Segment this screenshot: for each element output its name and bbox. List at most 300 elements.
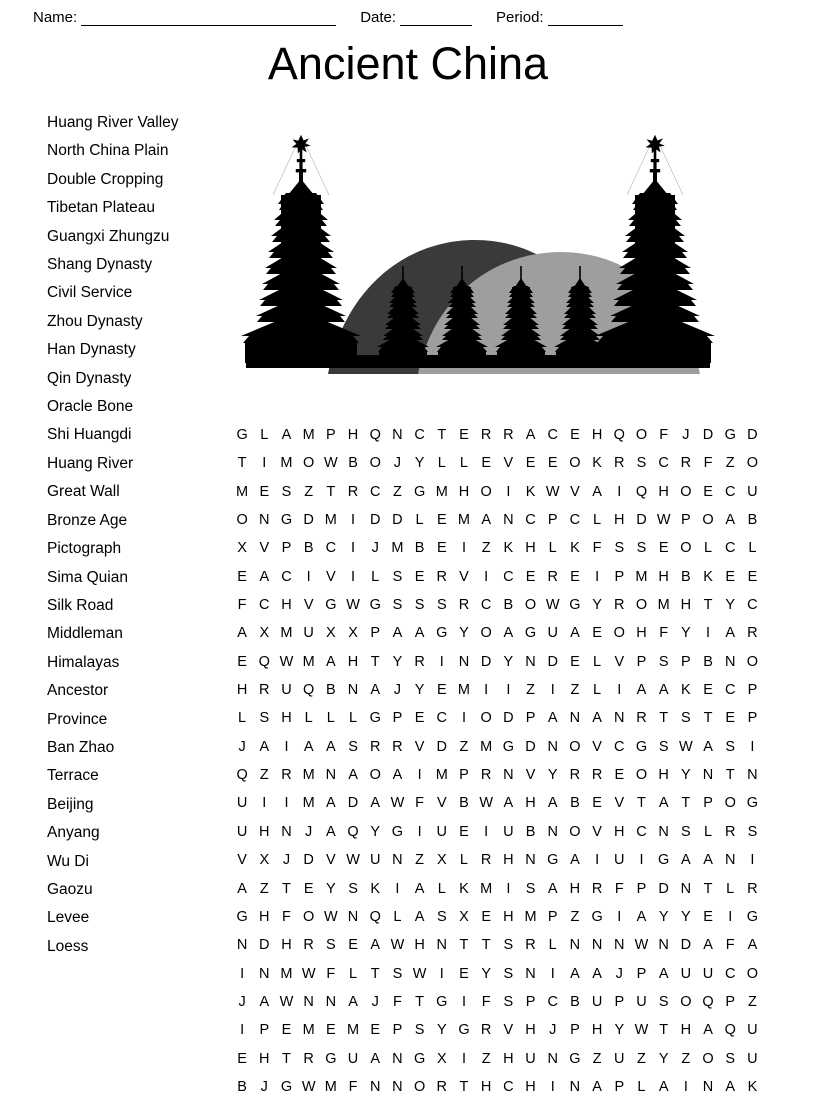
grid-cell[interactable]: L xyxy=(393,908,402,925)
grid-cell[interactable]: N xyxy=(436,937,448,954)
grid-cell[interactable]: J xyxy=(238,993,246,1010)
grid-cell[interactable]: P xyxy=(326,427,336,443)
grid-cell[interactable]: C xyxy=(569,512,581,529)
grid-cell[interactable]: N xyxy=(303,993,314,1010)
grid-cell[interactable]: N xyxy=(325,767,337,784)
grid-cell[interactable]: E xyxy=(459,427,469,443)
grid-cell[interactable]: N xyxy=(259,512,270,529)
grid-cell[interactable]: H xyxy=(591,427,603,443)
grid-cell[interactable]: G xyxy=(746,795,759,812)
grid-cell[interactable]: H xyxy=(458,483,470,500)
name-blank-line[interactable] xyxy=(81,12,336,26)
grid-cell[interactable]: J xyxy=(682,427,690,443)
grid-cell[interactable]: H xyxy=(525,795,536,812)
grid-cell[interactable]: U xyxy=(236,795,248,812)
word-search-grid[interactable] xyxy=(231,421,764,1101)
grid-cell[interactable]: G xyxy=(458,1022,470,1039)
grid-cell[interactable]: N xyxy=(569,710,581,727)
grid-cell[interactable]: T xyxy=(415,993,425,1010)
grid-cell[interactable]: I xyxy=(284,738,289,755)
grid-cell[interactable]: O xyxy=(702,512,714,529)
grid-cell[interactable]: D xyxy=(525,738,536,755)
grid-cell[interactable]: X xyxy=(436,852,447,869)
grid-cell[interactable]: U xyxy=(747,1022,758,1039)
grid-cell[interactable]: T xyxy=(703,597,713,614)
grid-cell[interactable]: P xyxy=(370,625,381,642)
grid-cell[interactable]: N xyxy=(547,738,558,755)
grid-cell[interactable]: K xyxy=(525,483,536,500)
grid-cell[interactable]: Y xyxy=(414,682,425,699)
grid-cell[interactable]: N xyxy=(591,937,603,954)
grid-cell[interactable]: I xyxy=(595,852,600,869)
grid-cell[interactable]: N xyxy=(392,1078,403,1095)
grid-cell[interactable]: O xyxy=(413,1078,426,1095)
grid-cell[interactable]: J xyxy=(282,852,291,869)
grid-cell[interactable]: O xyxy=(702,1050,714,1067)
grid-cell[interactable]: E xyxy=(658,540,669,557)
grid-cell[interactable]: R xyxy=(436,568,448,585)
grid-cell[interactable]: Z xyxy=(392,483,402,500)
grid-cell[interactable]: S xyxy=(725,1050,736,1067)
grid-cell[interactable]: N xyxy=(658,823,669,840)
grid-cell[interactable]: N xyxy=(724,852,736,869)
grid-cell[interactable]: G xyxy=(391,823,404,840)
grid-cell[interactable]: A xyxy=(681,852,691,869)
grid-cell[interactable]: G xyxy=(413,483,426,500)
grid-cell[interactable]: S xyxy=(281,483,292,500)
grid-cell[interactable]: S xyxy=(747,823,758,840)
grid-cell[interactable]: R xyxy=(547,568,558,585)
grid-cell[interactable]: L xyxy=(348,710,358,727)
grid-cell[interactable]: P xyxy=(725,993,736,1010)
grid-cell[interactable]: I xyxy=(550,682,555,699)
grid-cell[interactable]: O xyxy=(569,455,581,472)
grid-cell[interactable]: W xyxy=(279,993,294,1010)
grid-cell[interactable]: A xyxy=(326,795,336,812)
grid-cell[interactable]: P xyxy=(747,710,758,727)
grid-cell[interactable]: N xyxy=(236,937,248,954)
grid-cell[interactable]: W xyxy=(390,795,405,812)
grid-cell[interactable]: H xyxy=(503,852,514,869)
grid-cell[interactable]: A xyxy=(303,738,314,755)
grid-cell[interactable]: A xyxy=(592,710,602,727)
grid-cell[interactable]: R xyxy=(591,767,603,784)
grid-cell[interactable]: I xyxy=(351,540,356,557)
grid-cell[interactable]: H xyxy=(658,767,669,784)
grid-cell[interactable]: E xyxy=(481,908,491,925)
word-list-item[interactable]: Pictograph xyxy=(47,540,122,558)
grid-cell[interactable]: I xyxy=(439,965,444,982)
grid-cell[interactable]: N xyxy=(569,1078,581,1095)
grid-cell[interactable]: A xyxy=(348,993,358,1010)
grid-cell[interactable]: R xyxy=(724,823,736,840)
grid-cell[interactable]: H xyxy=(525,1078,536,1095)
grid-cell[interactable]: A xyxy=(547,710,558,727)
grid-cell[interactable]: N xyxy=(658,937,669,954)
grid-cell[interactable]: D xyxy=(680,937,692,954)
grid-cell[interactable]: A xyxy=(259,568,270,585)
grid-cell[interactable]: X xyxy=(436,1050,447,1067)
grid-cell[interactable]: N xyxy=(458,653,470,670)
grid-cell[interactable]: C xyxy=(436,710,448,727)
grid-cell[interactable]: U xyxy=(436,823,448,840)
grid-cell[interactable]: O xyxy=(613,625,625,642)
grid-cell[interactable]: A xyxy=(658,795,669,812)
grid-cell[interactable]: F xyxy=(592,540,602,557)
grid-cell[interactable]: G xyxy=(569,1050,581,1067)
grid-cell[interactable]: S xyxy=(681,710,691,727)
grid-cell[interactable]: B xyxy=(570,795,580,812)
grid-cell[interactable]: M xyxy=(280,965,293,982)
grid-cell[interactable]: E xyxy=(459,823,469,840)
grid-cell[interactable]: L xyxy=(371,568,380,585)
grid-cell[interactable]: I xyxy=(306,568,311,585)
grid-cell[interactable]: Q xyxy=(724,1022,736,1039)
grid-cell[interactable]: P xyxy=(614,993,625,1010)
grid-cell[interactable]: G xyxy=(547,852,559,869)
grid-cell[interactable]: P xyxy=(614,1078,625,1095)
word-list-item[interactable]: Silk Road xyxy=(47,596,114,614)
grid-cell[interactable]: A xyxy=(348,767,358,784)
word-list-item[interactable]: Middleman xyxy=(47,625,123,643)
grid-cell[interactable]: I xyxy=(351,512,356,529)
grid-cell[interactable]: D xyxy=(369,512,381,529)
grid-cell[interactable]: E xyxy=(237,1050,247,1067)
grid-cell[interactable]: M xyxy=(435,483,448,500)
grid-cell[interactable]: A xyxy=(703,738,713,755)
grid-cell[interactable]: H xyxy=(259,908,270,925)
grid-cell[interactable]: W xyxy=(679,738,693,755)
grid-cell[interactable]: H xyxy=(569,880,581,897)
grid-cell[interactable]: N xyxy=(281,823,292,840)
grid-cell[interactable]: A xyxy=(370,1050,381,1067)
grid-cell[interactable]: G xyxy=(369,710,381,727)
grid-cell[interactable]: Y xyxy=(481,965,491,982)
grid-cell[interactable]: D xyxy=(658,880,669,897)
grid-cell[interactable]: T xyxy=(237,455,247,472)
grid-cell[interactable]: Z xyxy=(681,1050,691,1067)
grid-cell[interactable]: L xyxy=(637,1078,646,1095)
grid-cell[interactable]: G xyxy=(569,597,581,614)
grid-cell[interactable]: H xyxy=(525,1022,536,1039)
grid-cell[interactable]: P xyxy=(614,568,625,585)
grid-cell[interactable]: I xyxy=(240,1022,245,1039)
grid-cell[interactable]: F xyxy=(282,908,291,925)
grid-cell[interactable]: E xyxy=(592,795,602,812)
grid-cell[interactable]: V xyxy=(503,1022,514,1039)
grid-cell[interactable]: L xyxy=(437,880,446,897)
grid-cell[interactable]: U xyxy=(591,993,603,1010)
grid-cell[interactable]: A xyxy=(414,880,425,897)
grid-cell[interactable]: C xyxy=(503,568,514,585)
grid-cell[interactable]: R xyxy=(747,625,758,642)
grid-cell[interactable]: K xyxy=(681,682,691,699)
grid-cell[interactable]: N xyxy=(569,937,581,954)
grid-cell[interactable]: Y xyxy=(658,1050,669,1067)
grid-cell[interactable]: R xyxy=(614,455,625,472)
word-list-item[interactable]: Tibetan Plateau xyxy=(47,199,156,217)
grid-cell[interactable]: A xyxy=(658,682,669,699)
grid-cell[interactable]: Q xyxy=(635,483,648,500)
word-list-item[interactable]: Levee xyxy=(47,909,90,927)
grid-cell[interactable]: G xyxy=(746,908,759,925)
grid-cell[interactable]: L xyxy=(548,540,557,557)
grid-cell[interactable]: N xyxy=(614,710,625,727)
grid-cell[interactable]: H xyxy=(658,483,669,500)
grid-cell[interactable]: I xyxy=(461,993,466,1010)
grid-cell[interactable]: M xyxy=(302,427,315,443)
grid-cell[interactable]: S xyxy=(636,455,647,472)
grid-cell[interactable]: S xyxy=(259,710,270,727)
grid-cell[interactable]: A xyxy=(636,908,647,925)
grid-cell[interactable]: I xyxy=(706,625,711,642)
grid-cell[interactable]: L xyxy=(548,937,557,954)
grid-cell[interactable]: V xyxy=(592,738,602,755)
grid-cell[interactable]: M xyxy=(480,880,493,897)
grid-cell[interactable]: K xyxy=(370,880,381,897)
grid-cell[interactable]: D xyxy=(480,653,492,670)
grid-cell[interactable]: U xyxy=(236,823,248,840)
grid-cell[interactable]: H xyxy=(414,937,425,954)
grid-cell[interactable]: C xyxy=(724,965,736,982)
grid-cell[interactable]: C xyxy=(747,597,758,614)
grid-cell[interactable]: A xyxy=(370,795,381,812)
grid-cell[interactable]: L xyxy=(726,880,735,897)
grid-cell[interactable]: O xyxy=(746,455,759,472)
grid-cell[interactable]: S xyxy=(725,738,736,755)
grid-cell[interactable]: H xyxy=(259,823,270,840)
grid-cell[interactable]: J xyxy=(393,455,402,472)
grid-cell[interactable]: C xyxy=(503,1078,514,1095)
grid-cell[interactable]: N xyxy=(702,767,714,784)
grid-cell[interactable]: O xyxy=(480,710,492,727)
grid-cell[interactable]: Y xyxy=(392,653,403,670)
grid-cell[interactable]: Y xyxy=(326,880,336,897)
grid-cell[interactable]: H xyxy=(259,1050,270,1067)
grid-cell[interactable]: D xyxy=(503,710,514,727)
grid-cell[interactable]: O xyxy=(680,483,692,500)
grid-cell[interactable]: I xyxy=(417,767,422,784)
grid-cell[interactable]: N xyxy=(614,937,625,954)
grid-cell[interactable]: K xyxy=(503,540,514,557)
grid-cell[interactable]: P xyxy=(281,540,292,557)
grid-cell[interactable]: I xyxy=(750,852,755,869)
word-list-item[interactable]: Wu Di xyxy=(47,852,89,870)
word-list-item[interactable]: Han Dynasty xyxy=(47,341,136,359)
grid-cell[interactable]: S xyxy=(414,1022,425,1039)
grid-cell[interactable]: K xyxy=(570,540,580,557)
grid-cell[interactable]: C xyxy=(281,568,292,585)
grid-cell[interactable]: E xyxy=(703,682,713,699)
word-list-item[interactable]: Province xyxy=(47,710,108,728)
grid-cell[interactable]: N xyxy=(347,682,359,699)
grid-cell[interactable]: H xyxy=(680,1022,692,1039)
grid-cell[interactable]: T xyxy=(459,937,469,954)
grid-cell[interactable]: X xyxy=(259,625,270,642)
grid-cell[interactable]: V xyxy=(303,597,314,614)
grid-cell[interactable]: S xyxy=(392,965,403,982)
grid-cell[interactable]: R xyxy=(525,937,536,954)
grid-cell[interactable]: C xyxy=(724,540,736,557)
grid-cell[interactable]: T xyxy=(459,1078,469,1095)
grid-cell[interactable]: P xyxy=(681,653,691,670)
grid-cell[interactable]: S xyxy=(658,653,669,670)
grid-cell[interactable]: Z xyxy=(259,880,269,897)
grid-cell[interactable]: P xyxy=(259,1022,270,1039)
grid-cell[interactable]: B xyxy=(414,540,425,557)
grid-cell[interactable]: I xyxy=(484,823,489,840)
grid-cell[interactable]: Z xyxy=(570,908,580,925)
grid-cell[interactable]: L xyxy=(437,455,446,472)
grid-cell[interactable]: T xyxy=(282,1050,291,1067)
grid-cell[interactable]: B xyxy=(747,512,758,529)
grid-cell[interactable]: N xyxy=(547,1050,558,1067)
grid-cell[interactable]: A xyxy=(703,852,713,869)
grid-cell[interactable]: V xyxy=(614,795,625,812)
grid-cell[interactable]: T xyxy=(282,880,291,897)
grid-cell[interactable]: W xyxy=(390,937,405,954)
grid-cell[interactable]: C xyxy=(480,597,492,614)
grid-cell[interactable]: J xyxy=(305,823,313,840)
grid-cell[interactable]: E xyxy=(281,1022,292,1039)
grid-cell[interactable]: G xyxy=(591,908,603,925)
grid-cell[interactable]: R xyxy=(458,597,470,614)
grid-cell[interactable]: X xyxy=(237,540,247,557)
grid-cell[interactable]: E xyxy=(326,1022,336,1039)
grid-cell[interactable]: A xyxy=(747,937,758,954)
grid-cell[interactable]: B xyxy=(570,993,580,1010)
grid-cell[interactable]: Z xyxy=(259,767,269,784)
grid-cell[interactable]: P xyxy=(459,767,469,784)
grid-cell[interactable]: E xyxy=(725,710,736,727)
grid-cell[interactable]: A xyxy=(259,738,270,755)
grid-cell[interactable]: Y xyxy=(414,455,425,472)
grid-cell[interactable]: I xyxy=(484,682,489,699)
grid-cell[interactable]: X xyxy=(348,625,358,642)
grid-cell[interactable]: C xyxy=(724,682,736,699)
grid-cell[interactable]: A xyxy=(725,1078,736,1095)
grid-cell[interactable]: I xyxy=(417,823,422,840)
grid-cell[interactable]: N xyxy=(325,993,337,1010)
grid-cell[interactable]: N xyxy=(259,965,270,982)
grid-cell[interactable]: D xyxy=(347,795,359,812)
grid-cell[interactable]: L xyxy=(459,852,468,869)
grid-cell[interactable]: Y xyxy=(725,597,736,614)
grid-cell[interactable]: G xyxy=(280,1078,293,1095)
grid-cell[interactable]: F xyxy=(348,1078,358,1095)
grid-cell[interactable]: P xyxy=(570,1022,580,1039)
grid-cell[interactable]: B xyxy=(326,682,336,699)
grid-cell[interactable]: Y xyxy=(503,653,514,670)
grid-cell[interactable]: P xyxy=(636,653,647,670)
grid-cell[interactable]: U xyxy=(747,483,758,500)
grid-cell[interactable]: G xyxy=(236,908,248,925)
grid-cell[interactable]: Z xyxy=(526,682,535,699)
grid-cell[interactable]: I xyxy=(683,1078,688,1095)
grid-cell[interactable]: G xyxy=(436,993,448,1010)
grid-cell[interactable]: E xyxy=(436,512,447,529)
grid-cell[interactable]: N xyxy=(724,653,736,670)
grid-cell[interactable]: M xyxy=(302,767,315,784)
grid-cell[interactable]: O xyxy=(524,597,537,614)
grid-cell[interactable]: L xyxy=(593,682,602,699)
grid-cell[interactable]: L xyxy=(593,512,602,529)
grid-cell[interactable]: G xyxy=(413,1050,426,1067)
grid-cell[interactable]: I xyxy=(506,682,511,699)
word-list-item[interactable]: Qin Dynasty xyxy=(47,369,132,387)
grid-cell[interactable]: E xyxy=(570,427,580,443)
grid-cell[interactable]: J xyxy=(615,965,623,982)
grid-cell[interactable]: Z xyxy=(415,852,425,869)
grid-cell[interactable]: V xyxy=(414,738,425,755)
grid-cell[interactable]: B xyxy=(703,653,713,670)
grid-cell[interactable]: V xyxy=(326,568,336,585)
grid-cell[interactable]: Q xyxy=(369,427,381,443)
grid-cell[interactable]: I xyxy=(461,1050,466,1067)
grid-cell[interactable]: V xyxy=(592,823,602,840)
grid-cell[interactable]: P xyxy=(525,710,536,727)
grid-cell[interactable]: H xyxy=(614,823,625,840)
grid-cell[interactable]: W xyxy=(634,1022,649,1039)
grid-cell[interactable]: B xyxy=(681,568,691,585)
grid-cell[interactable]: Y xyxy=(370,823,381,840)
grid-cell[interactable]: R xyxy=(303,1050,314,1067)
grid-cell[interactable]: P xyxy=(636,880,647,897)
grid-cell[interactable]: V xyxy=(614,653,625,670)
grid-cell[interactable]: A xyxy=(592,1078,602,1095)
word-list-item[interactable]: Huang River Valley xyxy=(47,114,179,131)
grid-cell[interactable]: E xyxy=(303,880,314,897)
grid-cell[interactable]: A xyxy=(370,937,381,954)
grid-cell[interactable]: L xyxy=(415,512,424,529)
grid-cell[interactable]: U xyxy=(636,993,647,1010)
grid-cell[interactable]: M xyxy=(280,625,293,642)
grid-cell[interactable]: O xyxy=(480,483,492,500)
word-list-item[interactable]: Double Cropping xyxy=(47,170,164,188)
grid-cell[interactable]: A xyxy=(392,625,403,642)
grid-cell[interactable]: O xyxy=(746,653,759,670)
grid-cell[interactable]: I xyxy=(351,568,356,585)
grid-cell[interactable]: H xyxy=(480,1078,492,1095)
word-list-item[interactable]: Gaozu xyxy=(47,880,93,898)
grid-cell[interactable]: B xyxy=(503,597,514,614)
grid-cell[interactable]: A xyxy=(237,625,247,642)
grid-cell[interactable]: E xyxy=(614,767,625,784)
grid-cell[interactable]: H xyxy=(636,625,647,642)
grid-cell[interactable]: H xyxy=(281,937,292,954)
grid-cell[interactable]: E xyxy=(414,568,425,585)
grid-cell[interactable]: S xyxy=(658,738,669,755)
grid-cell[interactable]: S xyxy=(436,908,447,925)
grid-cell[interactable]: E xyxy=(570,653,580,670)
grid-cell[interactable]: O xyxy=(480,625,492,642)
grid-cell[interactable]: G xyxy=(280,512,293,529)
grid-cell[interactable]: T xyxy=(725,767,735,784)
grid-cell[interactable]: T xyxy=(659,710,669,727)
grid-cell[interactable]: C xyxy=(547,427,558,443)
grid-cell[interactable]: E xyxy=(237,653,247,670)
grid-cell[interactable]: M xyxy=(635,568,648,585)
grid-cell[interactable]: Y xyxy=(592,597,602,614)
grid-cell[interactable]: P xyxy=(636,965,647,982)
grid-cell[interactable]: M xyxy=(480,738,493,755)
word-list-item[interactable]: Ban Zhao xyxy=(47,738,115,756)
grid-cell[interactable]: O xyxy=(303,455,315,472)
grid-cell[interactable]: S xyxy=(348,738,358,755)
grid-cell[interactable]: R xyxy=(259,682,270,699)
grid-cell[interactable]: G xyxy=(658,852,670,869)
grid-cell[interactable]: L xyxy=(703,823,713,840)
